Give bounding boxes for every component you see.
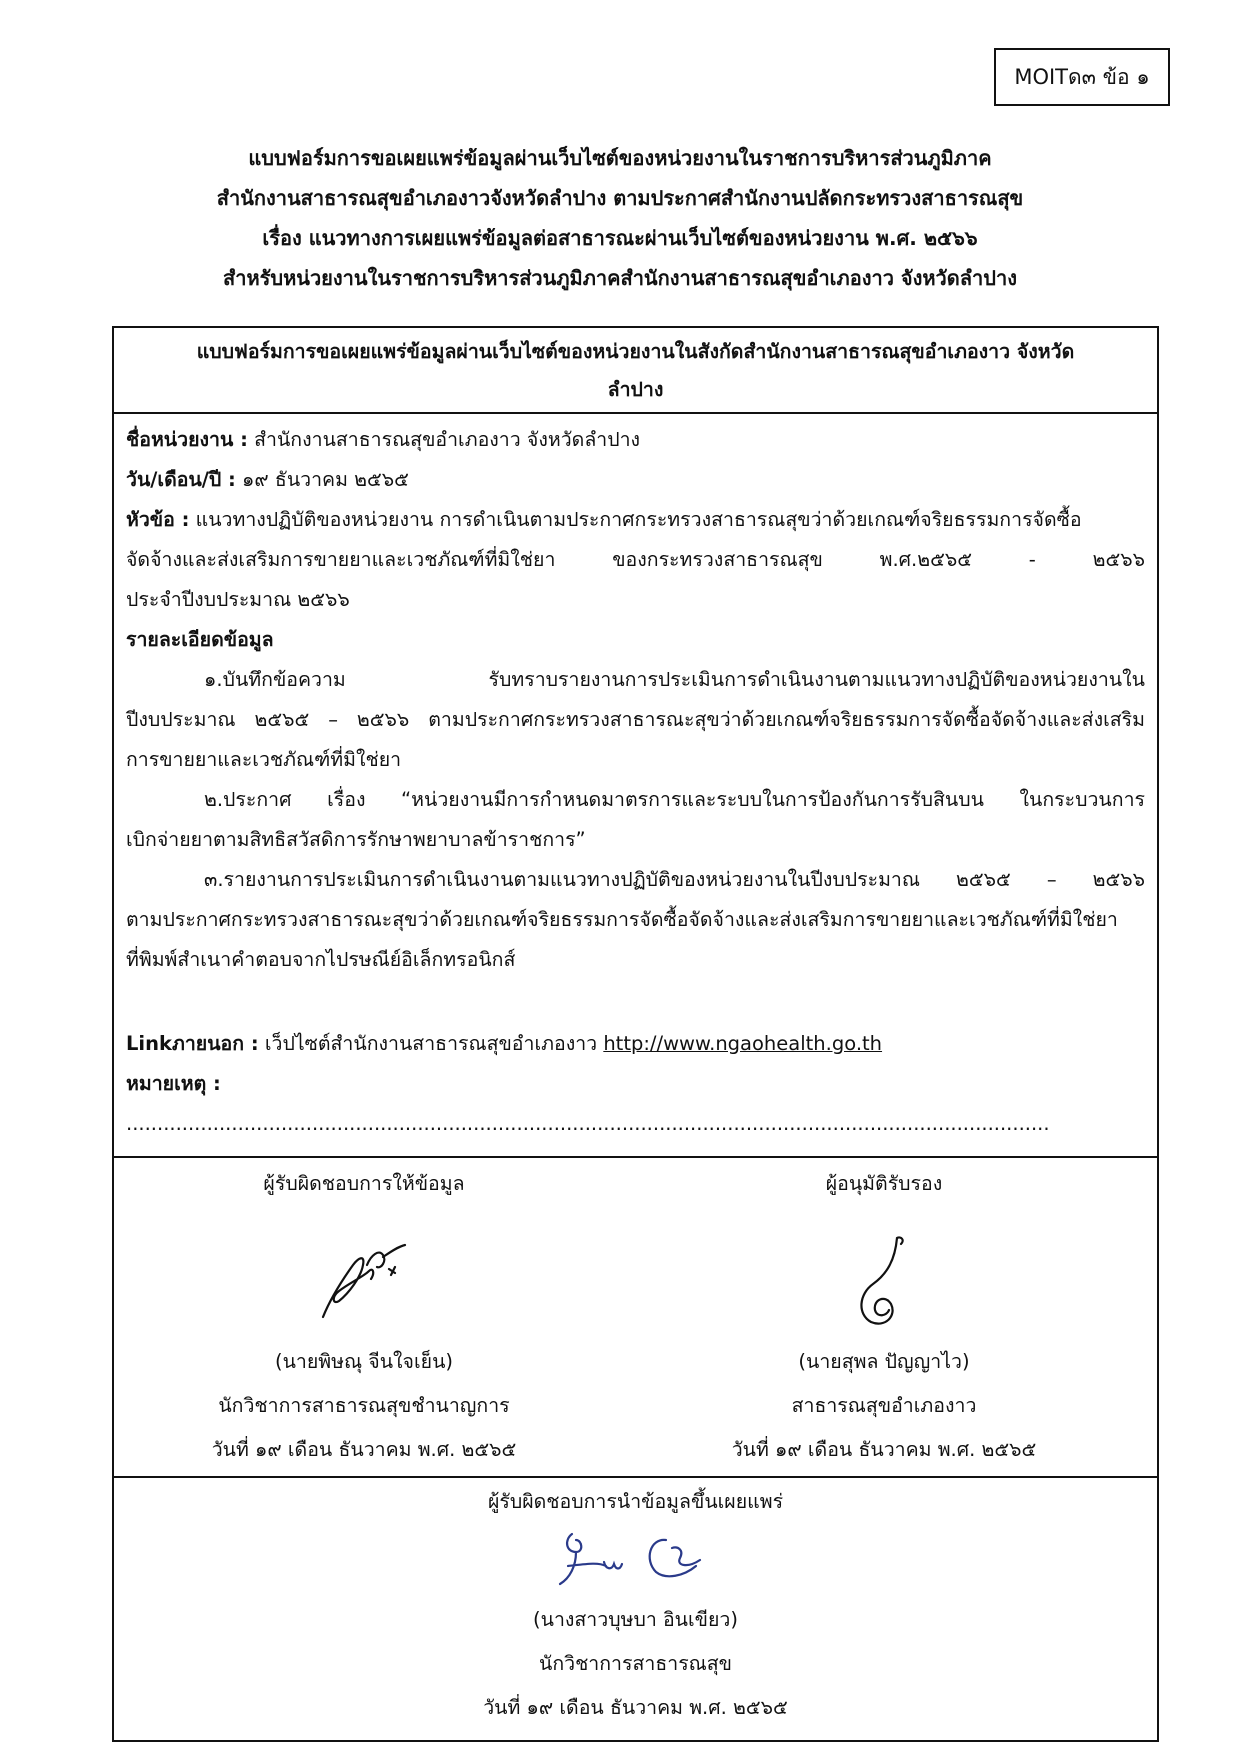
form-title-line-2: ลำปาง xyxy=(607,378,664,401)
link-row xyxy=(126,1024,1145,1064)
note-value: ..................................................................................................................................................... xyxy=(126,1112,1050,1135)
publisher-heading: ผู้รับผิดชอบการนำข้อมูลขึ้นเผยแพร่ xyxy=(487,1490,784,1513)
note-row xyxy=(126,1064,1145,1144)
item-1-line-3: การขายยาและเวชภัณฑ์ที่มิใช่ยา xyxy=(126,748,402,771)
provider-heading: ผู้รับผิดชอบการให้ข้อมูล xyxy=(263,1172,465,1195)
provider-position: นักวิชาการสาธารณสุขชำนาญการ xyxy=(218,1394,510,1417)
link-label: Linkภายนอก : xyxy=(126,1032,259,1055)
topic-line-1: แนวทางปฏิบัติของหน่วยงาน การดำเนินตามประกาศกระทรวงสาธารณสุขว่าด้วยเกณฑ์จริยธรรมการจัดซื้อ xyxy=(189,508,1082,531)
reference-code-box xyxy=(994,48,1170,106)
item-1-line-2: ปีงบประมาณ ๒๕๖๕ – ๒๕๖๖ ตามประกาศกระทรวงสาธารณะสุขว่าด้วยเกณฑ์จริยธรรมการจัดซื้อจัดจ้างและส่งเสริม xyxy=(126,708,1145,731)
approver-position: สาธารณสุขอำเภองาว xyxy=(791,1394,977,1417)
document-header xyxy=(0,138,1240,298)
header-line-3: เรื่อง แนวทางการเผยแพร่ข้อมูลต่อสาธารณะผ่านเว็บไซต์ของหน่วยงาน พ.ศ. ๒๕๖๖ xyxy=(262,226,978,250)
approver-signature-image xyxy=(839,1230,929,1330)
publisher-signature-image xyxy=(546,1526,726,1592)
agency-row xyxy=(126,420,1145,460)
provider-column xyxy=(114,1164,614,1472)
publisher-signature xyxy=(114,1526,1157,1592)
note-label: หมายเหตุ : xyxy=(126,1072,221,1095)
provider-name: (นายพิษณุ จีนใจเย็น) xyxy=(274,1350,454,1373)
date-label: วัน/เดือน/ปี : xyxy=(126,468,236,491)
approver-heading: ผู้อนุมัติรับรอง xyxy=(825,1172,943,1195)
item-3-line-3: ที่พิมพ์สำเนาคำตอบจากไปรษณีย์อิเล็กทรอนิกส์ xyxy=(126,948,516,971)
topic-line-3: ประจำปีงบประมาณ ๒๕๖๖ xyxy=(126,588,350,611)
form-details xyxy=(114,414,1157,1158)
form-title-line-1: แบบฟอร์มการขอเผยแพร่ข้อมูลผ่านเว็บไซต์ของหน่วยงานในสังกัดสำนักงานสาธารณสุขอำเภองาว จังหวัด xyxy=(196,340,1075,363)
approver-signature xyxy=(634,1226,1134,1334)
item-3-line-2: ตามประกาศกระทรวงสาธารณะสุขว่าด้วยเกณฑ์จริยธรรมการจัดซื้อจัดจ้างและส่งเสริมการขายยาและเวชภัณฑ์ที่มิใช่ยา xyxy=(126,908,1118,931)
approver-column xyxy=(634,1164,1134,1472)
details-heading: รายละเอียดข้อมูล xyxy=(126,628,274,651)
provider-signature-image xyxy=(309,1235,419,1325)
provider-date: วันที่ ๑๙ เดือน ธันวาคม พ.ศ. ๒๕๖๕ xyxy=(211,1438,517,1461)
header-line-4: สำหรับหน่วยงานในราชการบริหารส่วนภูมิภาคสำนักงานสาธารณสุขอำเภองาว จังหวัดลำปาง xyxy=(223,266,1017,290)
publisher-section xyxy=(114,1478,1157,1730)
item-2-line-2: เบิกจ่ายยาตามสิทธิสวัสดิการรักษาพยาบาลข้าราชการ” xyxy=(126,828,586,851)
agency-label: ชื่อหน่วยงาน : xyxy=(126,428,248,451)
item-3-line-1: ๓.รายงานการประเมินการดำเนินงานตามแนวทางปฏิบัติของหน่วยงานในปีงบประมาณ ๒๕๖๕ – ๒๕๖๖ xyxy=(204,868,1145,891)
publication-form xyxy=(112,326,1159,1742)
date-value: ๑๙ ธันวาคม ๒๕๖๕ xyxy=(235,468,409,491)
website-link[interactable]: http://www.ngaohealth.go.th xyxy=(603,1032,883,1055)
publisher-position: นักวิชาการสาธารณสุข xyxy=(538,1652,732,1675)
spacer xyxy=(126,980,1145,1024)
link-text: เว็ปไซต์สำนักงานสาธารณสุขอำเภองาว xyxy=(258,1032,604,1055)
publisher-name: (นางสาวบุษบา อินเขียว) xyxy=(533,1608,738,1631)
topic-line-2: จัดจ้างและส่งเสริมการขายยาและเวชภัณฑ์ที่มิใช่ยา ของกระทรวงสาธารณสุข พ.ศ.๒๕๖๕ - ๒๕๖๖ xyxy=(126,548,1145,571)
topic-label: หัวข้อ : xyxy=(126,508,190,531)
item-2-line-1: ๒.ประกาศ เรื่อง “หน่วยงานมีการกำหนดมาตรการและระบบในการป้องกันการรับสินบน ในกระบวนการ xyxy=(204,788,1145,811)
agency-value: สำนักงานสาธารณสุขอำเภองาว จังหวัดลำปาง xyxy=(247,428,641,451)
header-line-2: สำนักงานสาธารณสุขอำเภองาวจังหวัดลำปาง ตามประกาศสำนักงานปลัดกระทรวงสาธารณสุข xyxy=(216,186,1024,210)
form-title xyxy=(114,328,1157,414)
provider-signature xyxy=(114,1226,614,1334)
publisher-date: วันที่ ๑๙ เดือน ธันวาคม พ.ศ. ๒๕๖๕ xyxy=(483,1696,788,1719)
item-1-line-1: ๑.บันทึกข้อความ รับทราบรายงานการประเมินการดำเนินงานตามแนวทางปฏิบัติของหน่วยงานใน xyxy=(204,668,1145,691)
approvals-section xyxy=(114,1158,1157,1478)
header-line-1: แบบฟอร์มการขอเผยแพร่ข้อมูลผ่านเว็บไซต์ของหน่วยงานในราชการบริหารส่วนภูมิภาค xyxy=(248,146,992,170)
date-row xyxy=(126,460,1145,500)
approver-name: (นายสุพล ปัญญาไว) xyxy=(798,1350,970,1373)
reference-code: MOITด๓ ข้อ ๑ xyxy=(1014,64,1150,89)
topic-row xyxy=(126,500,1145,540)
approver-date: วันที่ ๑๙ เดือน ธันวาคม พ.ศ. ๒๕๖๕ xyxy=(731,1438,1037,1461)
